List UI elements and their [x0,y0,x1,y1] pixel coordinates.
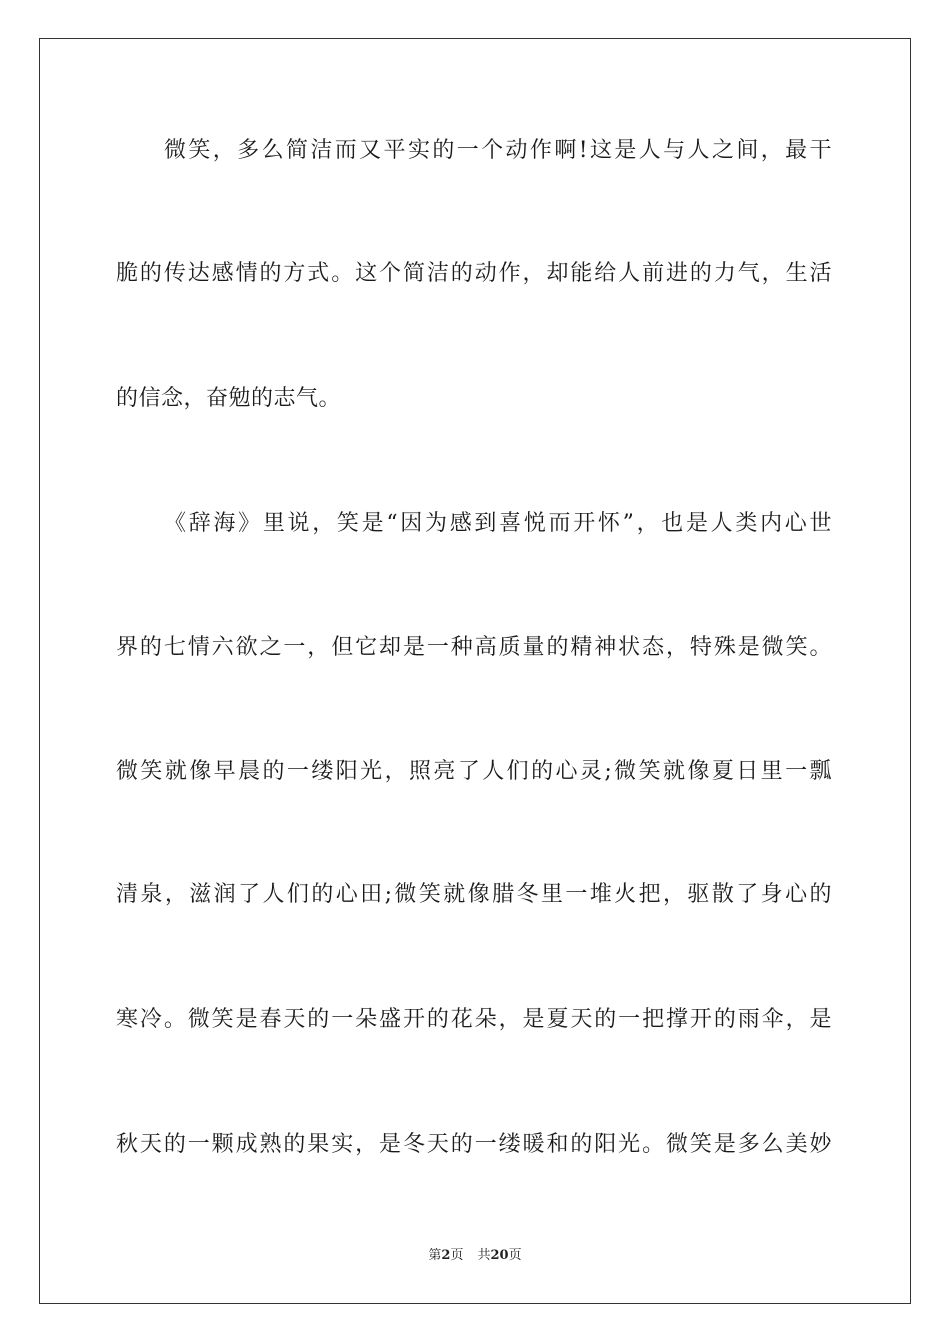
total-suffix: 页 [508,1248,522,1263]
page-footer [0,1246,950,1266]
paragraph-2-line-2: 界的七情六欲之一，但它却是一种高质量的精神状态，特殊是微笑。 [116,635,832,660]
page-prefix: 第 [428,1248,442,1263]
paragraph-2-line-3: 微笑就像早晨的一缕阳光，照亮了人们的心灵;微笑就像夏日里一瓢 [116,759,832,784]
paragraph-2-line-6: 秋天的一颗成熟的果实，是冬天的一缕暖和的阳光。微笑是多么美妙 [116,1132,832,1157]
page-suffix: 页 [450,1248,464,1263]
paragraph-1-line-3: 的信念，奋勉的志气。 [116,386,342,411]
page-number: 2 [441,1248,451,1263]
total-pages: 20 [490,1248,509,1263]
paragraph-2-line-4: 清泉，滋润了人们的心田;微笑就像腊冬里一堆火把，驱散了身心的 [116,882,832,907]
total-prefix: 共 [477,1248,491,1263]
paragraph-2-line-5: 寒冷。微笑是春天的一朵盛开的花朵，是夏天的一把撑开的雨伞，是 [116,1007,832,1032]
paragraph-1-line-2: 脆的传达感情的方式。这个简洁的动作，却能给人前进的力气，生活 [116,261,832,286]
page-border [39,38,911,1304]
paragraph-1-line-1: 微笑，多么简洁而又平实的一个动作啊!这是人与人之间，最干 [164,138,832,163]
paragraph-2-line-1: 《辞海》里说，笑是“因为感到喜悦而开怀”，也是人类内心世 [164,511,832,536]
